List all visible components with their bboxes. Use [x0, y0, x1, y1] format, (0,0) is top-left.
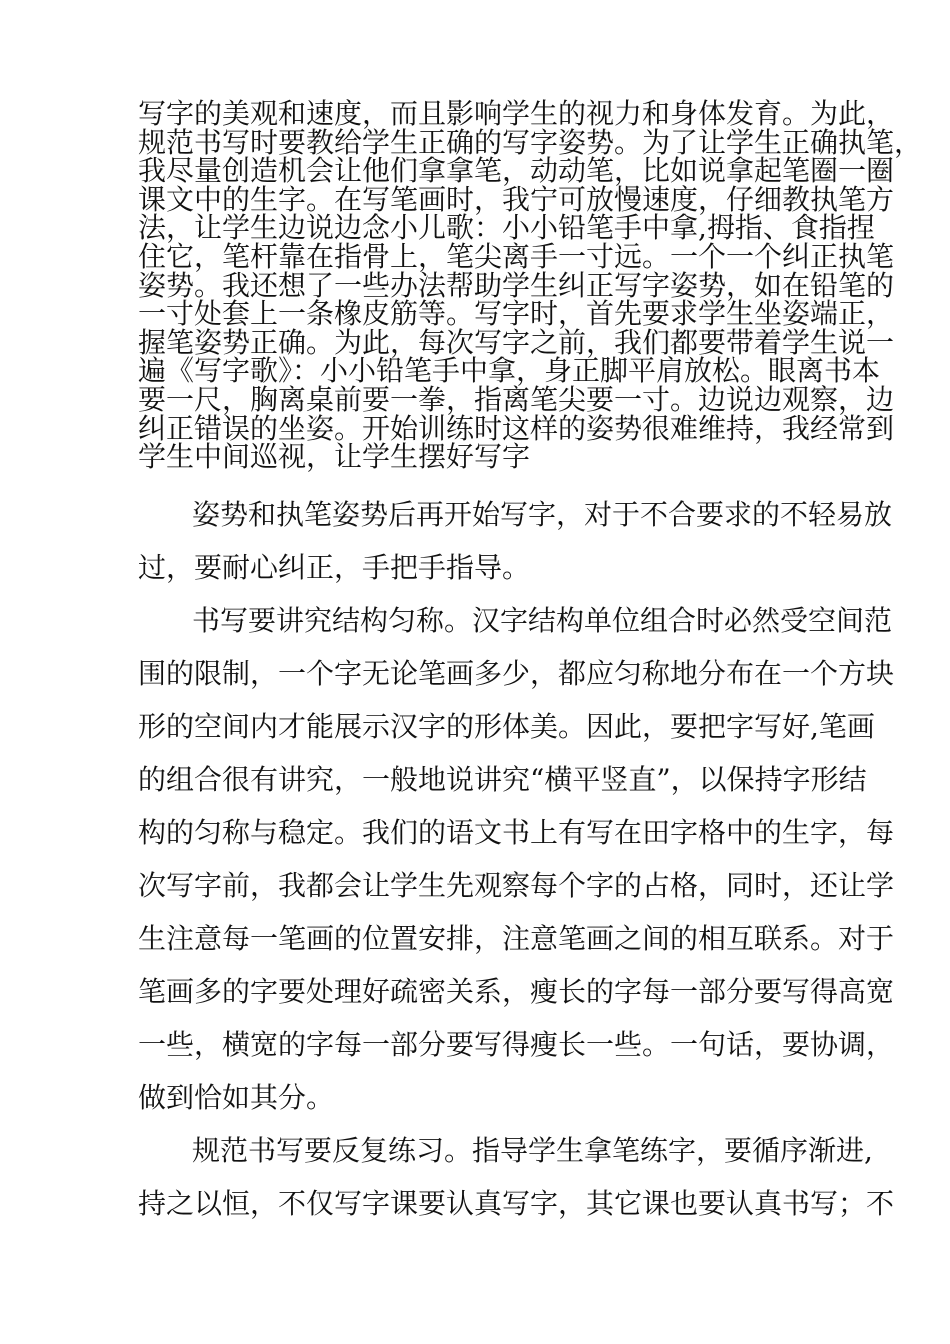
text-line: 课文中的生字。在写笔画时，我宁可放慢速度，仔细教执笔方: [138, 182, 895, 216]
text-line: 书写要讲究结构匀称。汉字结构单位组合时必然受空间范: [192, 604, 893, 637]
text-line: 围的限制，一个字无论笔画多少，都应匀称地分布在一个方块: [138, 657, 895, 690]
text-line: 纠正错误的坐姿。开始训练时这样的姿势很难维持，我经常到: [138, 411, 895, 445]
paragraph-posture: [138, 494, 893, 589]
text-line: 我尽量创造机会让他们拿拿笔，动动笔，比如说拿起笔圈一圈: [138, 154, 895, 188]
text-line: 规范书写时要教给学生正确的写字姿势。为了让学生正确执笔，: [138, 125, 923, 159]
text-line: 住它，笔杆靠在指骨上，笔尖离手一寸远。一个一个纠正执笔: [138, 239, 895, 273]
text-line: 学生中间巡视，让学生摆好写字: [138, 440, 531, 474]
text-line: 生注意每一笔画的位置安排，注意笔画之间的相互联系。对于: [138, 922, 895, 955]
paragraph-structure: [138, 600, 895, 1119]
text-line: 次写字前，我都会让学生先观察每个字的占格，同时，还让学: [138, 869, 895, 902]
text-line: 做到恰如其分。: [138, 1081, 335, 1114]
text-line: 形的空间内才能展示汉字的形体美。因此，要把字写好,笔画: [138, 710, 875, 743]
paragraph-practice: [138, 1130, 895, 1225]
text-line: 一寸处套上一条橡皮筋等。写字时，首先要求学生坐姿端正，: [138, 297, 895, 331]
body-paragraphs: [138, 494, 895, 1236]
text-line: 的组合很有讲究，一般地说讲究“横平竖直”，以保持字形结: [138, 763, 867, 796]
text-line: 构的匀称与稳定。我们的语文书上有写在田字格中的生字，每: [138, 816, 895, 849]
text-line: 姿势。我还想了一些办法帮助学生纠正写字姿势，如在铅笔的: [138, 268, 895, 302]
text-line: 握笔姿势正确。为此，每次写字之前，我们都要带着学生说一: [138, 325, 895, 359]
text-line: 规范书写要反复练习。指导学生拿笔练字，要循序渐进,: [192, 1134, 873, 1167]
text-line: 姿势和执笔姿势后再开始写字，对于不合要求的不轻易放: [192, 498, 893, 531]
text-line: 一些，横宽的字每一部分要写得瘦长一些。一句话，要协调，: [138, 1028, 895, 1061]
text-line: 写字的美观和速度，而且影响学生的视力和身体发育。为此，: [138, 97, 895, 130]
text-line: 要一尺，胸离桌前要一拳，指离笔尖要一寸。边说边观察，边: [138, 382, 895, 416]
text-line: 法，让学生边说边念小儿歌：小小铅笔手中拿,拇指、食指捏: [138, 211, 875, 245]
text-line: 遍《写字歌》：小小铅笔手中拿，身正脚平肩放松。眼离书本: [138, 354, 881, 388]
text-line: 持之以恒，不仅写字课要认真写字，其它课也要认真书写；不: [138, 1187, 895, 1220]
intro-paragraph: [138, 97, 923, 474]
text-line: 过，要耐心纠正，手把手指导。: [138, 551, 531, 584]
text-line: 笔画多的字要处理好疏密关系，瘦长的字每一部分要写得高宽: [138, 975, 895, 1008]
